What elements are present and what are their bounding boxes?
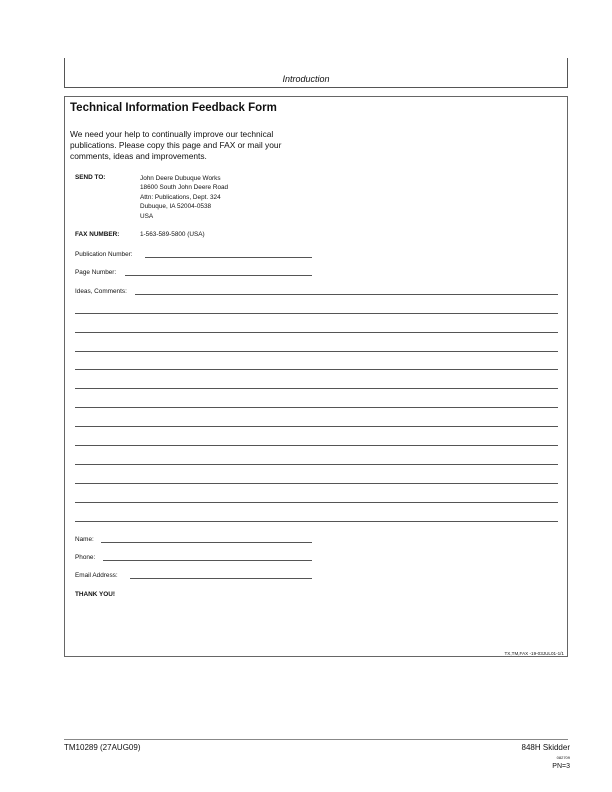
reference-code: TX,TM,FAX -19-03JUL01-1/1 [504,651,564,656]
comment-line[interactable] [75,351,558,352]
publication-number-field[interactable] [145,257,312,258]
email-field[interactable] [130,578,312,579]
comment-line[interactable] [75,464,558,465]
comment-line[interactable] [75,332,558,333]
comment-line[interactable] [75,407,558,408]
fax-number: 1-563-589-5800 (USA) [140,231,205,238]
header-rule [64,87,568,88]
fax-label: FAX NUMBER: [75,231,120,238]
machine-name: 848H Skidder [521,743,570,752]
thank-you-text: THANK YOU! [75,591,116,598]
email-label: Email Address: [75,572,118,579]
comment-line[interactable] [75,426,558,427]
intro-line: publications. Please copy this page and FAX or mail your [70,140,282,150]
comment-line[interactable] [75,388,558,389]
name-field[interactable] [101,542,312,543]
comment-line[interactable] [75,502,558,503]
ideas-comments-label: Ideas, Comments: [75,288,127,295]
page-number-field[interactable] [125,275,312,276]
comment-line[interactable] [75,521,558,522]
page-number-label: Page Number: [75,269,117,276]
date-code: 082709 [556,755,570,760]
address-line: USA [140,212,154,220]
comment-line[interactable] [75,369,558,370]
phone-field[interactable] [103,560,312,561]
address-line: Attn: Publications, Dept. 324 [140,193,221,201]
comment-line[interactable] [75,313,558,314]
page-number: PN=3 [552,763,570,770]
name-label: Name: [75,536,94,543]
send-to-label: SEND TO: [75,174,106,181]
comment-line[interactable] [75,483,558,484]
manual-id: TM10289 (27AUG09) [64,743,141,752]
phone-label: Phone: [75,554,96,561]
intro-line: comments, ideas and improvements. [70,151,207,161]
address-line: John Deere Dubuque Works [140,175,221,182]
publication-number-label: Publication Number: [75,251,133,258]
section-title: Introduction [282,74,330,84]
footer-rule [64,739,568,740]
intro-line: We need your help to continually improve our technical [70,129,274,139]
intro-text [70,129,330,162]
comment-line[interactable] [135,294,558,295]
mailing-address [140,174,228,221]
form-title: Technical Information Feedback Form [70,102,277,114]
comment-line[interactable] [75,445,558,446]
address-line: 18600 South John Deere Road [140,184,229,192]
address-line: Dubuque, IA 52004-0538 [140,203,212,211]
